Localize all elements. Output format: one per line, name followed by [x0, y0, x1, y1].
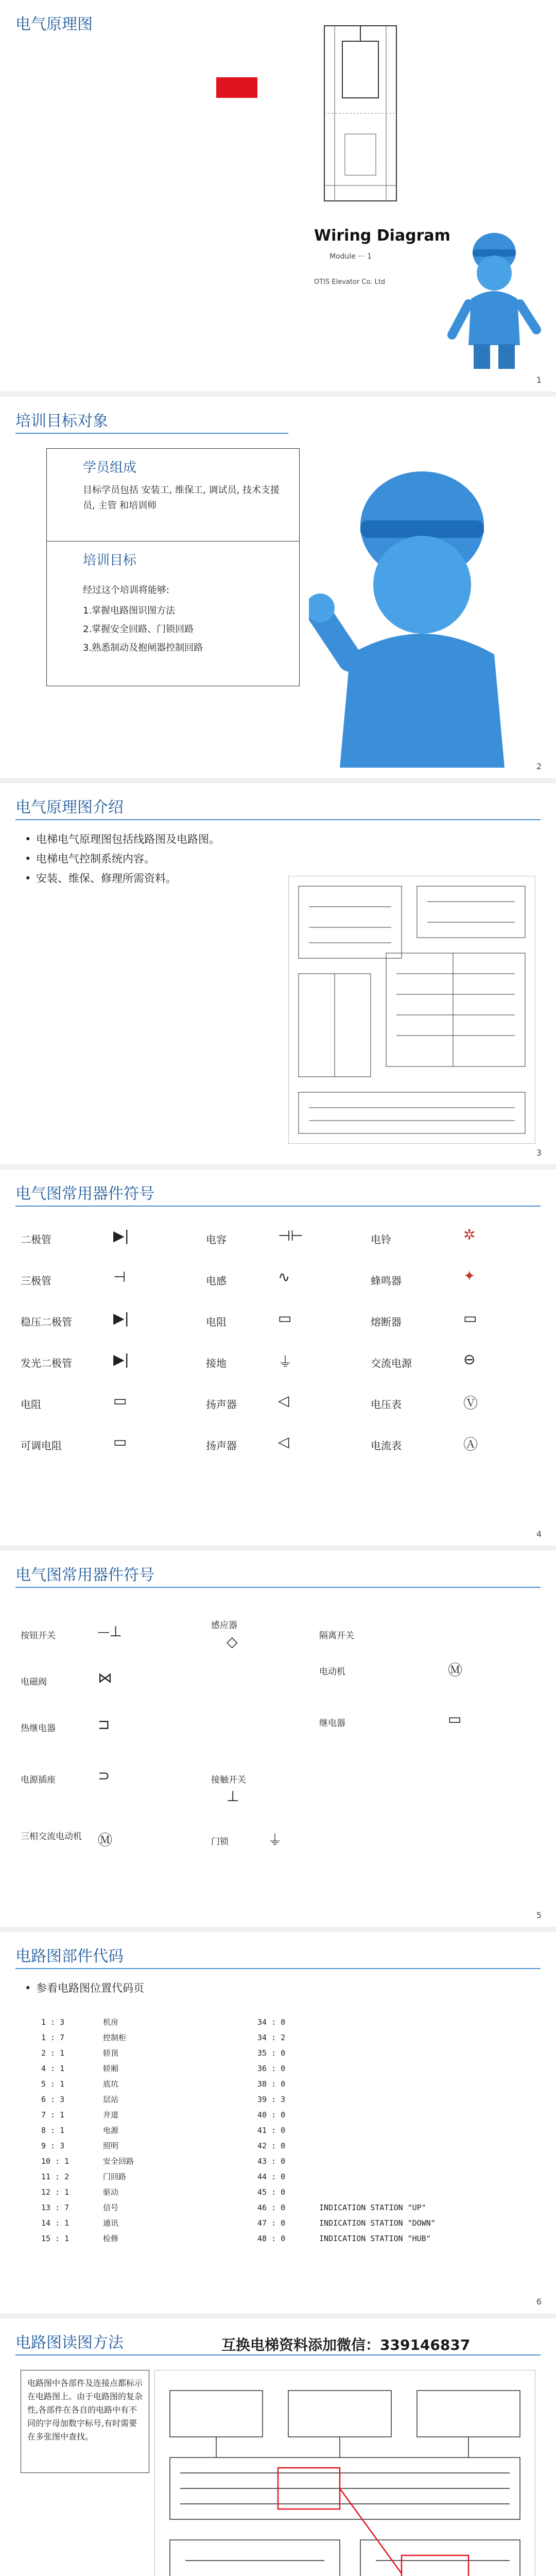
symbol-label: 发光二极管 — [21, 1357, 72, 1369]
code-cell: 41 : 0 — [257, 2126, 286, 2135]
goals-box — [46, 541, 300, 686]
voltmeter-icon: Ⓥ — [463, 1395, 478, 1412]
page-number: 3 — [536, 1148, 542, 1158]
symbol-label: 三相交流电动机 — [21, 1832, 82, 1842]
symbol-label: 蜂鸣器 — [371, 1275, 402, 1287]
inductor-icon: ∿ — [278, 1268, 290, 1285]
slide-separator — [0, 1164, 556, 1170]
code-cell: 38 : 0 — [257, 2079, 286, 2089]
code-cell: 检修 — [103, 2234, 119, 2243]
symbol-label: 电阻 — [206, 1316, 227, 1328]
code-cell: 47 : 0 — [257, 2218, 286, 2228]
variable-resistor-icon: ▭ — [113, 1433, 127, 1450]
slide-title: 培训目标对象 — [15, 412, 108, 430]
title-underline — [15, 1206, 541, 1207]
symbol-label: 继电器 — [319, 1718, 345, 1728]
code-cell: 通讯 — [103, 2218, 119, 2228]
goal-item: 1.掌握电路图识图方法 — [83, 605, 176, 616]
code-cell: 35 : 0 — [257, 2048, 286, 2058]
code-cell: 11 : 2 — [41, 2172, 70, 2181]
title-underline — [15, 1587, 541, 1588]
code-cell: 8 : 1 — [41, 2126, 65, 2135]
slide-reading-method — [0, 2318, 556, 2576]
slide-separator — [0, 2313, 556, 2318]
code-cell: 2 : 1 — [41, 2048, 65, 2058]
bullet-item: • 参看电路图位置代码页 — [25, 1978, 144, 1998]
code-cell: 控制柜 — [103, 2033, 127, 2042]
code-cell: 4 : 1 — [41, 2064, 65, 2073]
slide-title: 电路图部件代码 — [15, 1947, 124, 1965]
transistor-icon: ⊣ — [113, 1268, 126, 1285]
slide-title: 电气原理图介绍 — [15, 799, 124, 817]
symbol-label: 交流电源 — [371, 1357, 412, 1369]
symbol-label: 扬声器 — [206, 1439, 237, 1452]
sensor-icon: ◇ — [227, 1633, 238, 1650]
code-cell: INDICATION STATION "UP" — [319, 2203, 426, 2212]
code-cell: 6 : 3 — [41, 2095, 65, 2104]
capacitor-icon: ⊣⊢ — [278, 1227, 303, 1244]
code-cell: 12 : 1 — [41, 2188, 70, 2197]
code-cell: 7 : 1 — [41, 2110, 65, 2120]
elevator-shaft-drawing — [314, 21, 407, 206]
symbol-label: 电铃 — [371, 1233, 391, 1246]
box-bullet: 目标学员包括 安装工, 维保工, 调试员, 技术支援员, 主管 和培训师 — [83, 485, 280, 511]
slide-component-codes — [0, 1932, 556, 2313]
code-cell: 安全回路 — [103, 2157, 134, 2166]
contact-switch-icon: ⊥ — [227, 1788, 239, 1805]
slide-separator — [0, 392, 556, 397]
symbol-label: 门锁 — [211, 1837, 229, 1847]
symbol-label: 接触开关 — [211, 1775, 246, 1785]
code-cell: 45 : 0 — [257, 2188, 286, 2197]
slide-separator — [0, 1546, 556, 1551]
speaker-icon: ◁ — [278, 1392, 289, 1409]
code-cell: 井道 — [103, 2110, 119, 2120]
code-cell: 34 : 0 — [257, 2018, 286, 2027]
code-cell: 1 : 3 — [41, 2018, 65, 2027]
symbol-label: 热继电器 — [21, 1723, 56, 1734]
relay-icon: ▭ — [448, 1710, 462, 1727]
page-number: 4 — [536, 1529, 542, 1539]
symbol-label: 接地 — [206, 1357, 227, 1369]
code-cell: 14 : 1 — [41, 2218, 70, 2228]
code-cell: 5 : 1 — [41, 2079, 65, 2089]
code-cell: 42 : 0 — [257, 2141, 286, 2150]
box-heading: 培训目标 — [83, 553, 137, 568]
ac-source-icon: ⊖ — [463, 1351, 476, 1368]
title-underline — [15, 433, 288, 434]
slide-title: 电气原理图 — [15, 15, 93, 33]
code-cell: 34 : 2 — [257, 2033, 286, 2042]
resistor-icon: ▭ — [278, 1310, 292, 1327]
speaker-icon: ◁ — [278, 1433, 289, 1450]
symbol-label: 按钮开关 — [21, 1631, 56, 1641]
slide-title: 电气图常用器件符号 — [15, 1566, 154, 1584]
thermal-relay-icon: ⊐ — [98, 1716, 110, 1733]
page-number: 2 — [536, 761, 542, 771]
description-text: 电路图中各部件及连接点都标示在电路图上。由于电路图的复杂性,各部件在各自的电路中有不同的字母加数字标号,有时需要在多张图中查找。 — [27, 2378, 143, 2442]
worker-mascot-icon — [309, 459, 535, 768]
bullet-item: • 安装、维保、修理所需资料。 — [25, 869, 220, 888]
code-cell: INDICATION STATION "DOWN" — [319, 2218, 436, 2228]
code-cell: 电源 — [103, 2126, 119, 2135]
bell-icon: ✲ — [463, 1226, 476, 1243]
code-cell: 40 : 0 — [257, 2110, 286, 2120]
code-cell: 39 : 3 — [257, 2095, 286, 2104]
symbol-label: 感应器 — [211, 1620, 237, 1631]
code-cell: INDICATION STATION "HUB" — [319, 2234, 431, 2243]
symbol-label: 电磁阀 — [21, 1677, 47, 1687]
symbol-label: 扬声器 — [206, 1398, 237, 1411]
cover-small-text: OTIS Elevator Co. Ltd — [314, 278, 386, 286]
code-cell: 机房 — [103, 2018, 119, 2027]
circuit-diagram — [154, 2370, 535, 2576]
bullet-list — [25, 829, 220, 888]
door-lock-icon: ⏚ — [268, 1832, 283, 1849]
slide-diagram-intro — [0, 783, 556, 1164]
cover-title: Wiring Diagram — [314, 227, 450, 245]
slide-separator — [0, 778, 556, 783]
slide-symbols-1 — [0, 1170, 556, 1546]
symbol-label: 可调电阻 — [21, 1439, 62, 1452]
buzzer-icon: ✦ — [463, 1267, 476, 1284]
motor-icon: Ⓜ — [448, 1662, 463, 1679]
code-cell: 15 : 1 — [41, 2234, 70, 2243]
bullet-list — [25, 1978, 144, 1998]
wechat-note: 互换电梯资料添加微信：339146837 — [221, 2336, 471, 2353]
symbol-label: 三极管 — [21, 1275, 51, 1287]
code-cell: 底坑 — [103, 2079, 119, 2089]
symbol-label: 稳压二极管 — [21, 1316, 72, 1328]
diode-icon: ▶| — [113, 1227, 129, 1244]
push-button-icon: ⏤⊥ — [98, 1623, 122, 1640]
code-cell: 轿厢 — [103, 2064, 119, 2073]
ammeter-icon: Ⓐ — [463, 1436, 478, 1453]
zener-icon: ▶| — [113, 1310, 129, 1327]
slide-symbols-2 — [0, 1551, 556, 1927]
symbol-label: 熔断器 — [371, 1316, 402, 1328]
symbol-label: 电感 — [206, 1275, 227, 1287]
code-cell: 48 : 0 — [257, 2234, 286, 2243]
code-cell: 10 : 1 — [41, 2157, 70, 2166]
code-cell: 信号 — [103, 2203, 119, 2212]
code-cell: 44 : 0 — [257, 2172, 286, 2181]
goals-intro: 经过这个培训将能够: — [83, 585, 170, 596]
trainee-box — [46, 448, 300, 542]
three-phase-motor-icon: Ⓜ — [98, 1832, 113, 1849]
title-underline — [15, 2354, 541, 2355]
goal-item: 3.熟悉制动及抱闸器控制回路 — [83, 642, 203, 653]
code-cell: 轿顶 — [103, 2048, 119, 2058]
code-cell: 43 : 0 — [257, 2157, 286, 2166]
symbol-label: 电容 — [206, 1233, 227, 1246]
symbol-label: 隔离开关 — [319, 1631, 354, 1641]
symbol-label: 电压表 — [371, 1398, 402, 1411]
code-cell: 层站 — [103, 2095, 119, 2104]
led-icon: ▶| — [113, 1351, 129, 1368]
page-number: 5 — [536, 1910, 542, 1920]
page-number: 6 — [536, 2297, 542, 2307]
title-underline — [15, 819, 541, 820]
code-cell: 1 : 7 — [41, 2033, 65, 2042]
worker-mascot-icon — [443, 227, 546, 371]
symbol-label: 电动机 — [319, 1667, 345, 1677]
fuse-icon: ▭ — [463, 1310, 477, 1327]
goal-item: 2.掌握安全回路、门锁回路 — [83, 624, 194, 635]
code-cell: 46 : 0 — [257, 2203, 286, 2212]
slide-wiring-diagram-cover — [0, 0, 556, 392]
schematic-thumbnail — [288, 876, 535, 1144]
code-cell: 13 : 7 — [41, 2203, 70, 2212]
slide-training-goals — [0, 397, 556, 778]
socket-icon: ⊃ — [98, 1767, 110, 1784]
slide-title: 电气图常用器件符号 — [15, 1185, 154, 1203]
bullet-item: • 电梯电气控制系统内容。 — [25, 849, 220, 869]
code-cell: 照明 — [103, 2141, 119, 2150]
resistor-icon: ▭ — [113, 1392, 127, 1409]
symbol-label: 电阻 — [21, 1398, 41, 1411]
cover-subtitle: Module ··· 1 — [329, 252, 372, 261]
symbol-label: 电源插座 — [21, 1775, 56, 1785]
code-cell: 驱动 — [103, 2188, 119, 2197]
code-cell: 9 : 3 — [41, 2141, 65, 2150]
symbol-label: 二极管 — [21, 1233, 51, 1246]
code-cell: 36 : 0 — [257, 2064, 286, 2073]
red-block — [216, 77, 257, 98]
solenoid-valve-icon: ⋈ — [98, 1669, 112, 1686]
symbol-label: 电流表 — [371, 1439, 402, 1452]
description-box — [21, 2370, 149, 2473]
slide-title: 电路图读图方法 — [15, 2334, 124, 2352]
box-heading: 学员组成 — [83, 460, 137, 476]
ground-icon: ⏚ — [278, 1353, 293, 1370]
title-underline — [15, 1968, 541, 1969]
code-cell: 门回路 — [103, 2172, 127, 2181]
bullet-item: • 电梯电气原理图包括线路图及电路图。 — [25, 829, 220, 849]
page-number: 1 — [536, 375, 542, 385]
slide-separator — [0, 1927, 556, 1932]
